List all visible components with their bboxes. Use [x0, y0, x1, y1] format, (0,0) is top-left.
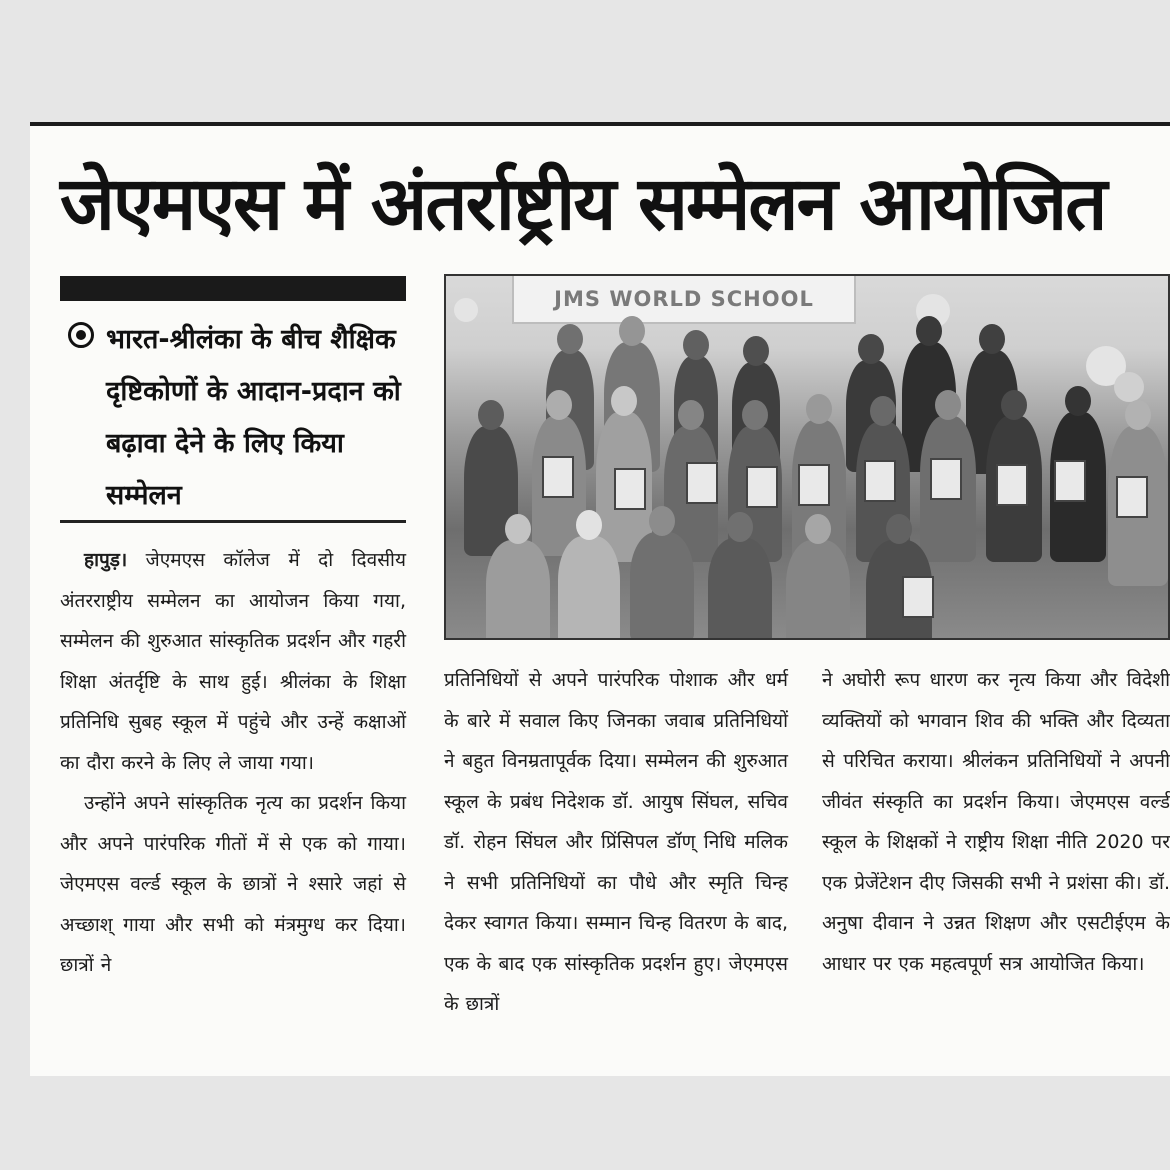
article-text: जेएमएस कॉलेज में दो दिवसीय अंतरराष्ट्रीय सम्मेलन का आयोजन किया गया, सम्मेलन की शुरुआत सांस्कृतिक प्रदर्शन और गहरी शिक्षा अंतर्दृष्टि के साथ हुई। श्रीलंका के शिक्षा प्रतिनिधि सुबह स्कूल में पहुंचे और उन्हें कक्षाओं का दौरा करने के लिए ले जाया गया। — [60, 549, 406, 774]
award-plaque — [614, 468, 646, 510]
school-banner: JMS WORLD SCHOOL — [512, 276, 856, 324]
article-paragraph — [60, 540, 406, 783]
deck-top-bar — [60, 276, 406, 301]
newspaper-clipping — [30, 122, 1170, 1076]
article-column-1 — [60, 540, 406, 986]
article-column-3 — [822, 660, 1170, 984]
award-plaque — [746, 466, 778, 508]
article-paragraph: प्रतिनिधियों से अपने पारंपरिक पोशाक और धर्म के बारे में सवाल किए जिनका जवाब प्रतिनिधियों ने बहुत विनम्रतापूर्वक दिया। सम्मेलन की शुरुआत स्कूल के प्रबंध निदेशक डॉ. आयुष सिंघल, सचिव डॉ. रोहन सिंघल और प्रिंसिपल डॉण् निधि मलिक ने सभी प्रतिनिधियों का पौधे और स्मृति चिन्ह देकर स्वागत किया। सम्मान चिन्ह वितरण के बाद, एक के बाद एक सांस्कृतिक प्रदर्शन हुए। जेएमएस के छात्रों — [444, 669, 788, 1015]
article-column-2 — [444, 660, 788, 1025]
group-photo — [444, 274, 1170, 640]
balloon-decoration — [454, 298, 478, 322]
deck-bottom-rule — [60, 520, 406, 523]
award-plaque — [542, 456, 574, 498]
person-figure — [558, 536, 620, 640]
award-plaque — [1116, 476, 1148, 518]
person-figure — [486, 540, 550, 640]
award-plaque — [930, 458, 962, 500]
award-plaque — [996, 464, 1028, 506]
person-figure — [630, 532, 694, 640]
balloon-decoration — [1114, 372, 1144, 402]
article-paragraph: उन्होंने अपने सांस्कृतिक नृत्य का प्रदर्शन किया और अपने पारंपरिक गीतों में से एक को गाया। जेएमएस वर्ल्ड स्कूल के छात्रों ने श्सारे जहां से अच्छाश् गाया और सभी को मंत्रमुग्ध कर दिया। छात्रों ने — [60, 792, 406, 976]
award-plaque — [864, 460, 896, 502]
subheadline-deck — [68, 314, 408, 522]
headline: जेएमएस में अंतर्राष्ट्रीय सम्मेलन आयोजित — [60, 161, 1106, 247]
person-figure — [786, 540, 850, 640]
award-plaque — [902, 576, 934, 618]
award-plaque — [798, 464, 830, 506]
dateline: हापुड़। — [84, 549, 128, 571]
circled-dot-icon — [68, 322, 94, 348]
award-plaque — [686, 462, 718, 504]
article-paragraph: ने अघोरी रूप धारण कर नृत्य किया और विदेशी व्यक्तियों को भगवान शिव की भक्ति और दिव्यता से परिचित कराया। श्रीलंकन प्रतिनिधियों ने अपनी जीवंत संस्कृति का प्रदर्शन किया। जेएमएस वर्ल्ड स्कूल के शिक्षकों ने राष्ट्रीय शिक्षा नीति 2020 पर एक प्रेजेंटेशन दीए जिसकी सभी ने प्रशंसा की। डॉ. अनुषा दीवान ने उन्नत शिक्षण और एसटीईएम के आधार पर एक महत्वपूर्ण सत्र आयोजित किया। — [822, 669, 1170, 975]
award-plaque — [1054, 460, 1086, 502]
deck-text: भारत-श्रीलंका के बीच शैक्षिक दृष्टिकोणों के आदान-प्रदान को बढ़ावा देने के लिए किया सम्मेलन — [106, 324, 401, 511]
person-figure — [708, 538, 772, 640]
